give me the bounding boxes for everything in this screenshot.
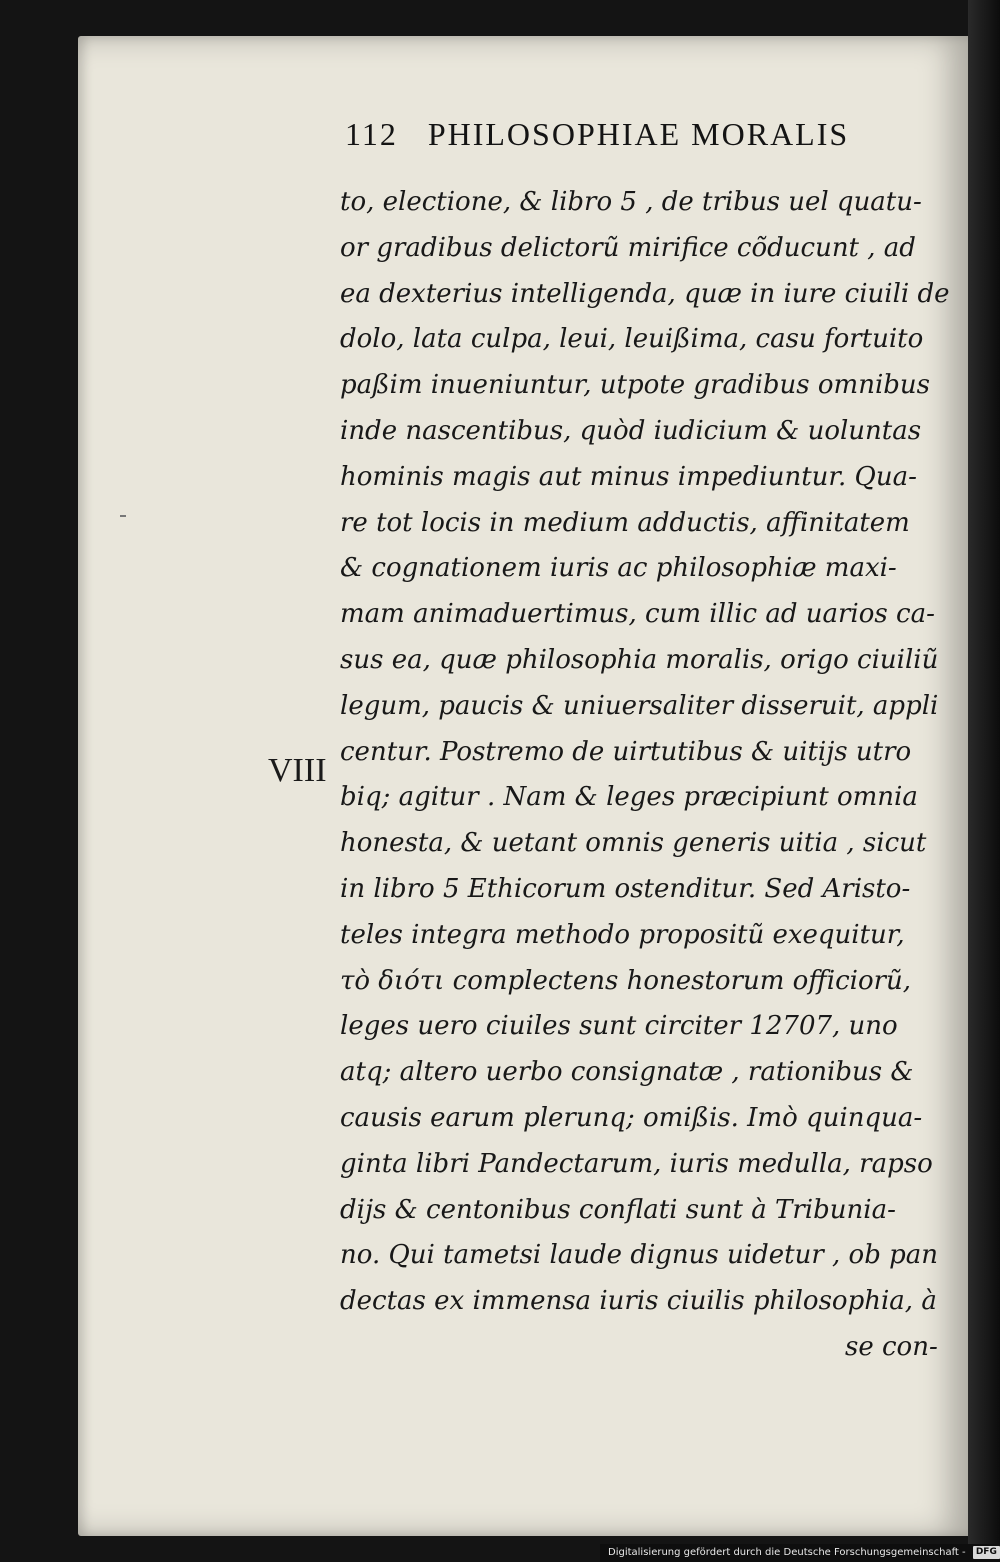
text-line: atq; altero uerbo consignatæ , rationibus & (340, 1057, 914, 1088)
text-line: causis earum plerunq; omißis. Imò quinqua- (340, 1102, 923, 1133)
text-line: dijs & centonibus conflati sunt à Tribunia- (340, 1194, 896, 1225)
running-header (345, 116, 945, 162)
text-line: ea dexterius intelligenda, quæ in iure ciuili de (340, 278, 950, 309)
running-title: PHILOSOPHIAE MORALIS (427, 116, 850, 152)
book-spine (968, 0, 1000, 1562)
text-line: sus ea, quæ philosophia moralis, origo ciuiliũ (340, 644, 939, 675)
text-line: paßim inueniuntur, utpote gradibus omnibus (340, 370, 931, 401)
text-line: centur. Postremo de uirtutibus & uitijs utro (340, 736, 912, 767)
text-line: se con- (845, 1331, 938, 1362)
text-line: teles integra methodo propositũ exequitur, (340, 919, 905, 950)
text-line: legum, paucis & uniuersaliter disseruit, appli (340, 690, 939, 721)
margin-note: VIII (268, 752, 327, 789)
body-text (340, 180, 955, 1371)
text-line: inde nascentibus, quòd iudicium & uoluntas (340, 415, 922, 446)
footer-text: Digitalisierung gefördert durch die Deutsche Forschungsgemeinschaft - (608, 1547, 966, 1558)
text-line: to, electione, & libro 5 , de tribus uel quatu- (340, 187, 922, 217)
text-line: dolo, lata culpa, leui, leuißima, casu fortuito (340, 324, 924, 355)
ink-mark (120, 515, 126, 517)
text-line: leges uero ciuiles sunt circiter 12707, uno (340, 1011, 898, 1042)
text-line: no. Qui tametsi laude dignus uidetur , ob pan (340, 1240, 938, 1271)
text-line: mam animaduertimus, cum illic ad uarios ca- (340, 599, 935, 630)
text-line: or gradibus delictorũ mirifice cõducunt , ad (340, 232, 916, 263)
dfg-logo: DFG (973, 1546, 1000, 1559)
digitization-footer (600, 1544, 1000, 1562)
text-line: in libro 5 Ethicorum ostenditur. Sed Aristo- (340, 873, 911, 904)
text-line: honesta, & uetant omnis generis uitia , sicut (340, 828, 927, 859)
text-line: biq; agitur . Nam & leges præcipiunt omnia (340, 782, 918, 813)
text-line: τὸ διότι complectens honestorum officiorũ, (340, 965, 912, 996)
text-line: re tot locis in medium adductis, affinitatem (340, 507, 910, 538)
page-number: 112 (345, 116, 398, 152)
text-line: dectas ex immensa iuris ciuilis philosophia, à (340, 1286, 937, 1317)
text-line: ginta libri Pandectarum, iuris medulla, rapso (340, 1148, 933, 1179)
text-line: & cognationem iuris ac philosophiæ maxi- (340, 553, 897, 584)
text-line: hominis magis aut minus impediuntur. Qua- (340, 461, 917, 492)
